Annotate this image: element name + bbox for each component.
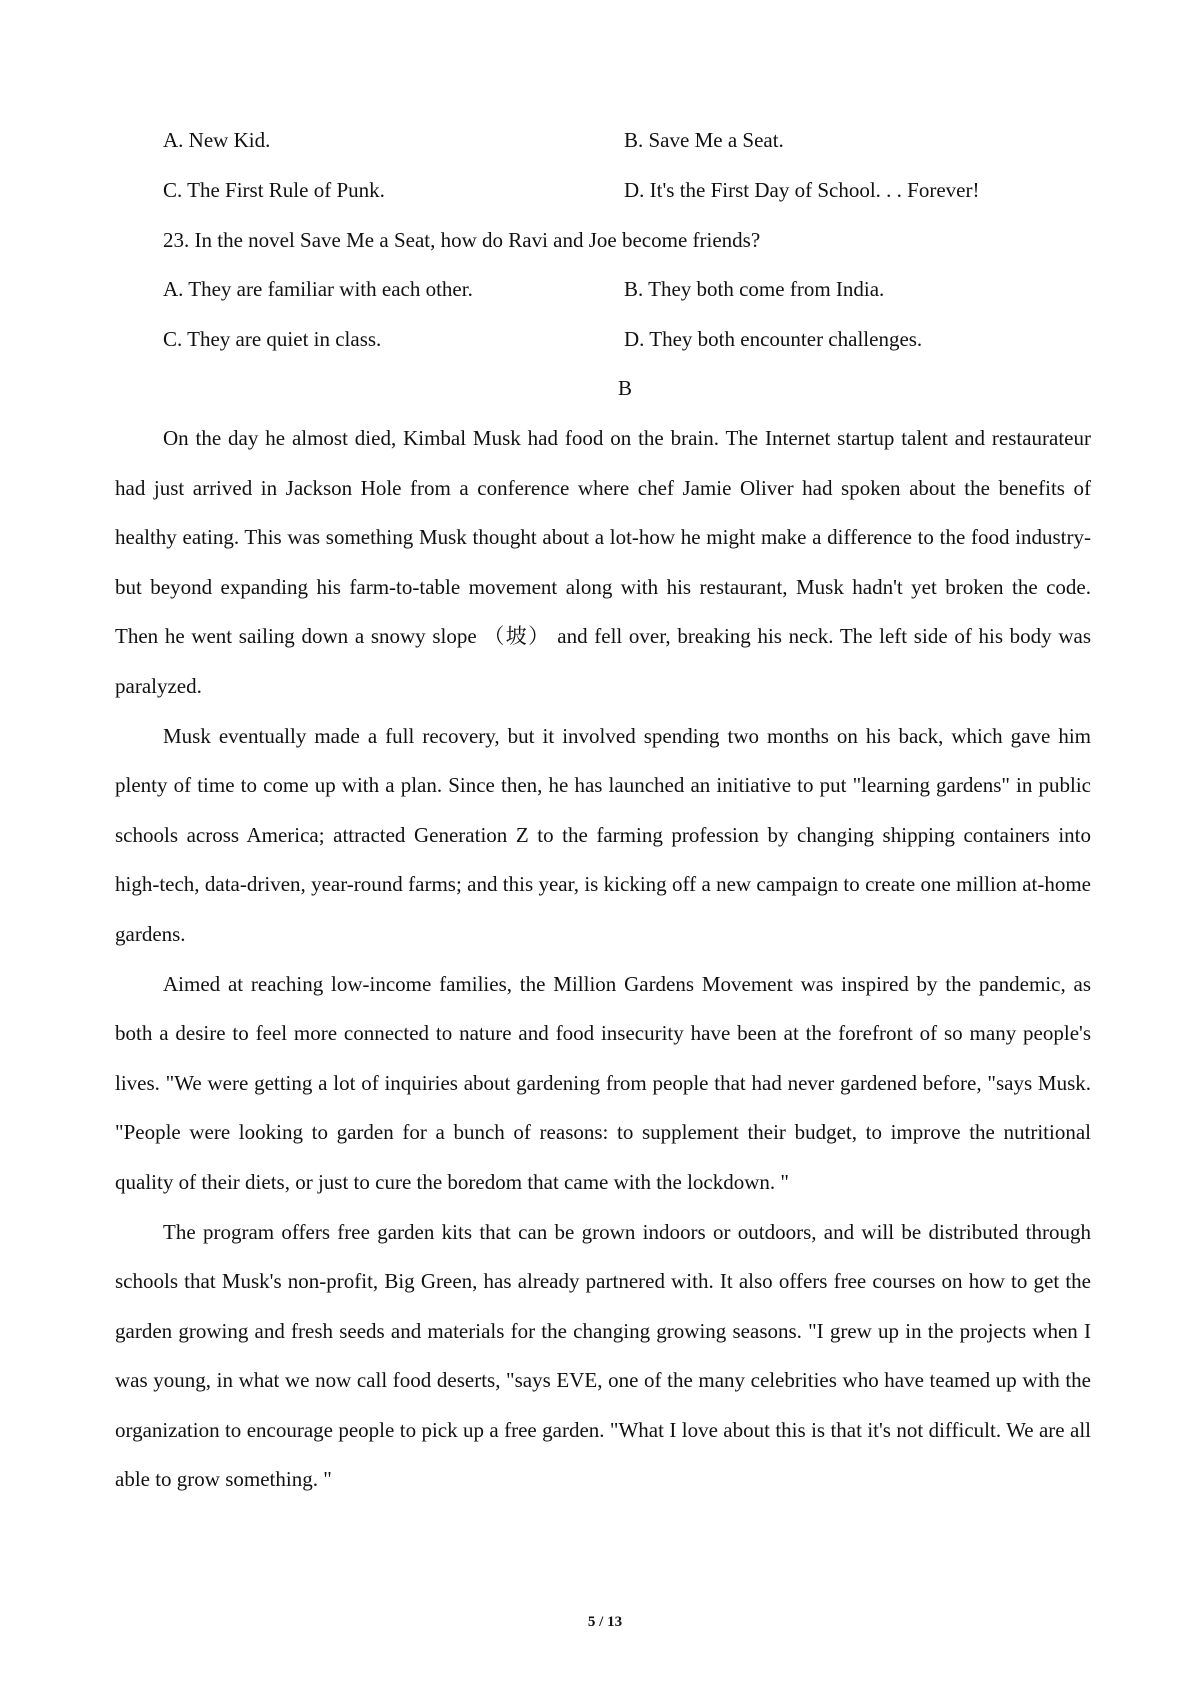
q22-option-d: D. It's the First Day of School. . . Forever! — [624, 178, 980, 202]
q23-option-a: A. They are familiar with each other. — [163, 277, 473, 301]
passage-b — [115, 414, 1091, 1505]
q23-question: 23. In the novel Save Me a Seat, how do Ravi and Joe become friends? — [163, 228, 761, 252]
passage-paragraph-2: Musk eventually made a full recovery, but it involved spending two months on his back, which gave him plenty of time to come up with a plan. Since then, he has launched an initiative to put "learning gardens" in public schools across America; attracted Generation Z to the farming profession by changing shipping containers into high-tech, data-driven, year-round farms; and this year, is kicking off a new campaign to create one million at-home gardens. — [115, 723, 1091, 946]
q23-options-row-1 — [163, 271, 1093, 307]
q22-options-row-2 — [163, 172, 1093, 208]
q23-options-row-2 — [163, 321, 1093, 357]
page-number: 5 / 13 — [587, 1614, 623, 1630]
section-b-heading: B — [617, 376, 632, 400]
q23-option-b: B. They both come from India. — [624, 277, 885, 301]
passage-paragraph-1: On the day he almost died, Kimbal Musk had food on the brain. The Internet startup talent and restaurateur had just arrived in Jackson Hole from a conference where chef Jamie Oliver had spoken about the benefits of healthy eating. This was something Musk thought about a lot-how he might make a difference to the food industry-but beyond expanding his farm-to-table movement along with his restaurant, Musk hadn't yet broken the code. Then he went sailing down a snowy slope （坡） and fell over, breaking his neck. The left side of his body was paralyzed. — [115, 426, 1091, 698]
q22-option-b: B. Save Me a Seat. — [624, 128, 784, 152]
q22-options-row-1 — [163, 122, 1093, 158]
passage-paragraph-4: The program offers free garden kits that can be grown indoors or outdoors, and will be distributed through schools that Musk's non-profit, Big Green, has already partnered with. It also offers free courses on how to get the garden growing and fresh seeds and materials for the changing growing seasons. "I grew up in the projects when I was young, in what we now call food deserts, "says EVE, one of the many celebrities who have teamed up with the organization to encourage people to pick up a free garden. "What I love about this is that it's not difficult. We are all able to grow something. " — [115, 1219, 1091, 1492]
q23-option-c: C. They are quiet in class. — [163, 327, 382, 351]
q23-option-d: D. They both encounter challenges. — [624, 327, 923, 351]
q22-option-a: A. New Kid. — [163, 128, 271, 152]
q22-option-c: C. The First Rule of Punk. — [163, 178, 385, 202]
passage-paragraph-3: Aimed at reaching low-income families, the Million Gardens Movement was inspired by the pandemic, as both a desire to feel more connected to nature and food insecurity have been at the forefront of so many people's lives. "We were getting a lot of inquiries about gardening from people that had never gardened before, "says Musk. "People were looking to garden for a bunch of reasons: to supplement their budget, to improve the nutritional quality of their diets, or just to cure the boredom that came with the lockdown. " — [115, 971, 1091, 1194]
